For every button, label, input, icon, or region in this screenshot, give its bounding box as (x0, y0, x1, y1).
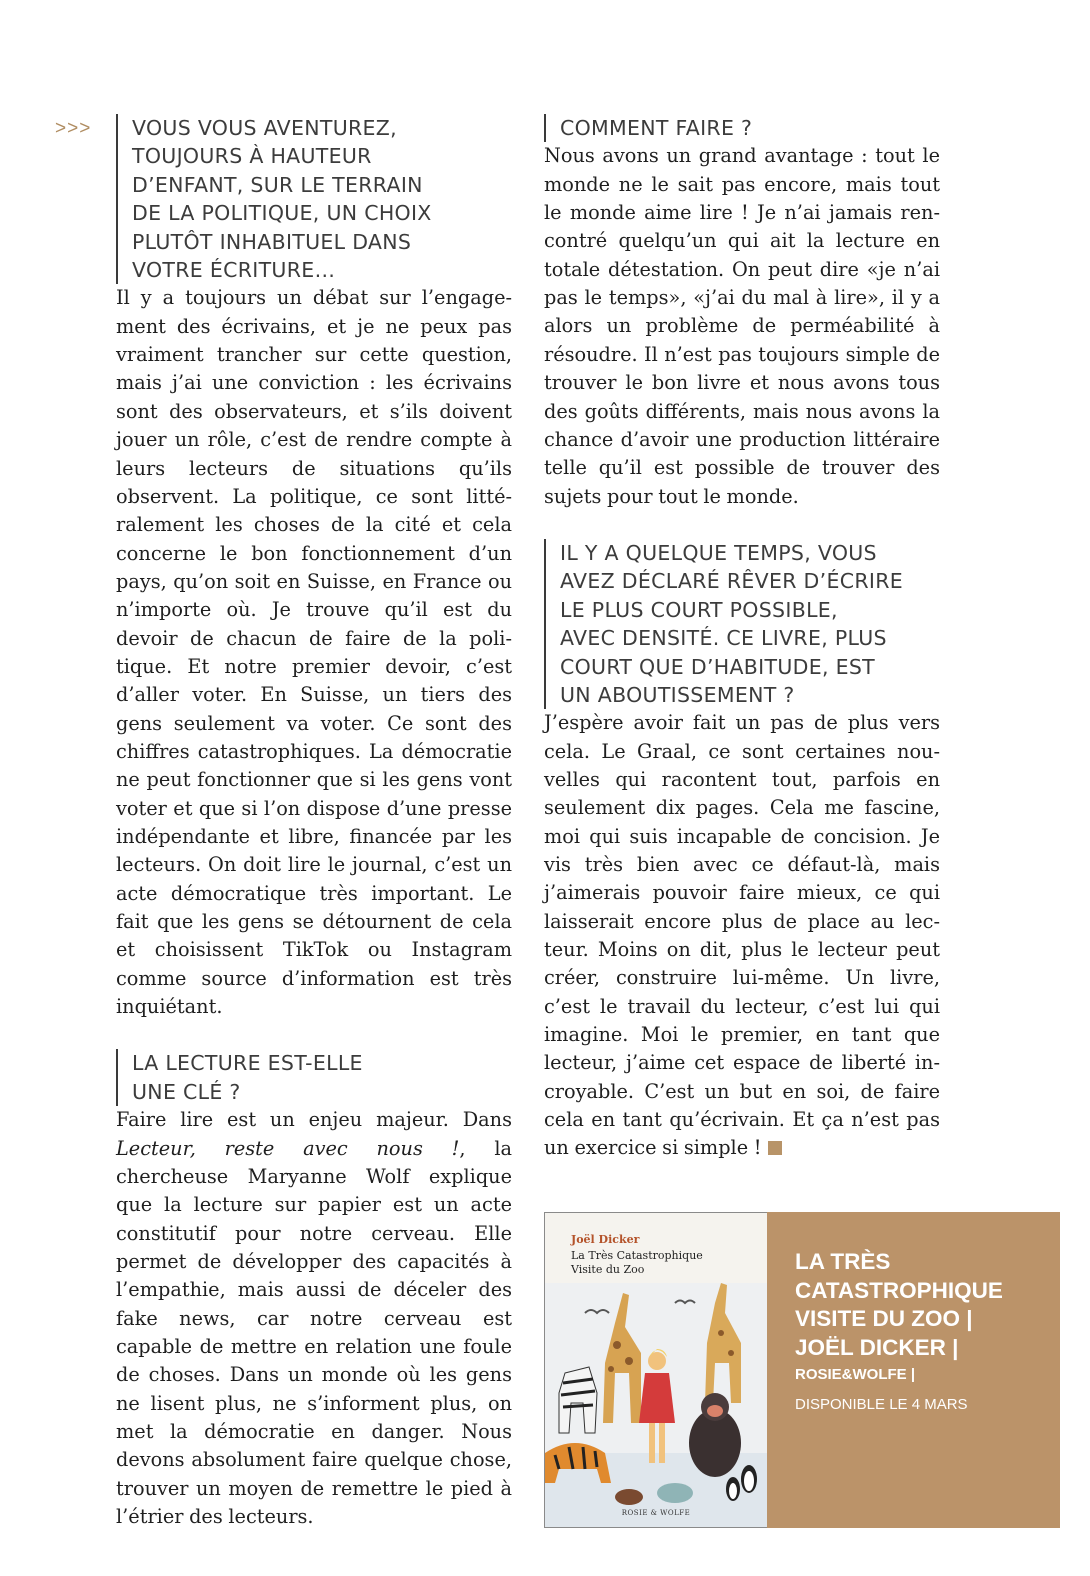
zoo-animals-illustration-icon (545, 1283, 767, 1527)
question-line: TOUJOURS À HAUTEUR (132, 144, 372, 169)
book-info-panel (767, 1212, 1060, 1528)
answer-text: Faire lire est un enjeu majeur. Dans (116, 1108, 512, 1132)
question-line: DE LA POLITIQUE, UN CHOIX (132, 201, 432, 226)
info-title-line: CATASTROPHIQUE (795, 1277, 1003, 1303)
answer-text: , la chercheuse Maryanne Wolf explique que la lecture sur papier est un acte constitutif pour notre cerveau. Elle permet de développer des capacités à l’empathie, mais aussi de déceler des fake news, car notre cerveau est capable de mettre en relation une foule de choses. Dans un monde où les gens ne lisent plus, ne s’informent plus, on met la démocratie en danger. Nous devons absolument faire quelque chose, trouver un moyen de remettre le pied à l’étrier des lecteurs. (116, 1136, 513, 1528)
left-column (116, 114, 512, 1531)
cover-title-line: Visite du Zoo (571, 1263, 645, 1276)
cover-title (571, 1249, 741, 1277)
question-line: VOTRE ÉCRITURE… (132, 258, 336, 283)
answer-politics: Il y a toujours un débat sur l’engagement des écrivains, et je ne peux pas vraiment trancher sur cette question, mais j’ai une conviction : les écrivains sont des observateurs, et s’ils doivent jouer un rôle, c’est de rendre compte à leurs lecteurs de situations qu’ils observent. La politique, ce sont littéralement les choses de la cité et cela concerne le bon fonctionnement d’un pays, qu’on soit en Suisse, en France ou n’importe où. Je trouve qu’il est du devoir de chacun de faire de la politique. Et notre premier devoir, c’est d’aller voter. En Suisse, un tiers des gens seulement va voter. Ce sont des chiffres catastrophiques. La démocratie ne peut fonctionner que si les gens vont voter et que si l’on dispose d’une presse indépendante et libre, financée par les lecteurs. On doit lire le journal, c’est un acte démocratique très important. Le fait que les gens se détournent de cela et choisissent TikTok ou Instagram comme source d’information est très inquiétant. (116, 286, 512, 1019)
end-of-article-square-icon (768, 1141, 782, 1155)
cover-author: Joël Dicker (571, 1233, 640, 1246)
question-line: D’ENFANT, SUR LE TERRAIN (132, 172, 423, 197)
right-column (544, 114, 940, 1163)
answer-text: J’espère avoir fait un pas de plus vers cela. Le Graal, ce sont certaines nouvelles qui racontent tout, parfois en seulement dix pages. Cela me fascine, moi qui suis incapable de concision. Je vis très bien avec ce défaut-là, mais j’aimerais pouvoir faire mieux, ce qui laisserait encore plus de place au lecteur. Moins on dit, plus le lecteur peut créer, construire lui-même. Un livre, c’est le travail du lecteur, c’est lui qui imagine. Moi le premier, en tant que lecteur, j’aime cet espace de liberté incroyable. C’est un but en soi, de faire cela en tant qu’écrivain. Et ça n’est pas un exercice si simple ! (544, 711, 940, 1160)
answer-reading-key (116, 1106, 512, 1531)
book-info-title (795, 1248, 1055, 1362)
book-release-date: DISPONIBLE LE 4 MARS (795, 1396, 968, 1413)
cover-title-line: La Très Catastrophique (571, 1249, 703, 1262)
question-line: UN ABOUTISSEMENT ? (560, 682, 795, 707)
question-line: LA LECTURE EST-ELLE (132, 1051, 363, 1076)
question-line: IL Y A QUELQUE TEMPS, VOUS (560, 540, 877, 565)
book-info-publisher: ROSIE&WOLFE | (795, 1366, 916, 1383)
question-line: COURT QUE D’HABITUDE, EST (560, 654, 875, 679)
question-line: LE PLUS COURT POSSIBLE, (560, 597, 838, 622)
continuation-marker: >>> (55, 118, 92, 139)
answer-how: Nous avons un grand avantage : tout le monde ne le sait pas encore, mais tout le monde aime lire ! Je n’ai jamais rencontré quelqu’un qui ait la lecture en totale détestation. On peut dire «je n’ai pas le temps», «j’ai du mal à lire», il y a alors un problème de perméabilité à résoudre. Il n’est pas toujours simple de trouver le bon livre et nous avons tous des goûts différents, mais nous avons la chance d’avoir une production littéraire telle qu’il est possible de trouver des sujets pour tout le monde. (544, 144, 940, 508)
question-line: AVEC DENSITÉ. CE LIVRE, PLUS (560, 626, 887, 651)
question-line: VOUS VOUS AVENTUREZ, (132, 116, 397, 140)
question-reading-key (116, 1049, 512, 1106)
book-title-italic: Lecteur, reste avec nous ! (116, 1136, 460, 1160)
question-line: COMMENT FAIRE ? (560, 116, 753, 140)
cover-publisher: ROSIE & WOLFE (621, 1509, 691, 1517)
question-how (544, 114, 940, 142)
book-info-box (544, 1212, 1060, 1528)
info-title-line: VISITE DU ZOO | (795, 1306, 973, 1331)
question-line: AVEZ DÉCLARÉ RÊVER D’ÉCRIRE (560, 569, 904, 594)
book-cover (544, 1212, 768, 1528)
question-short-book (544, 539, 940, 709)
question-line: PLUTÔT INHABITUEL DANS (132, 229, 412, 254)
info-title-line: JOËL DICKER | (795, 1334, 959, 1360)
question-line: UNE CLÉ ? (132, 1079, 241, 1104)
answer-short-book (544, 709, 940, 1163)
question-politics (116, 114, 512, 284)
info-title-line: LA TRÈS (795, 1249, 891, 1274)
